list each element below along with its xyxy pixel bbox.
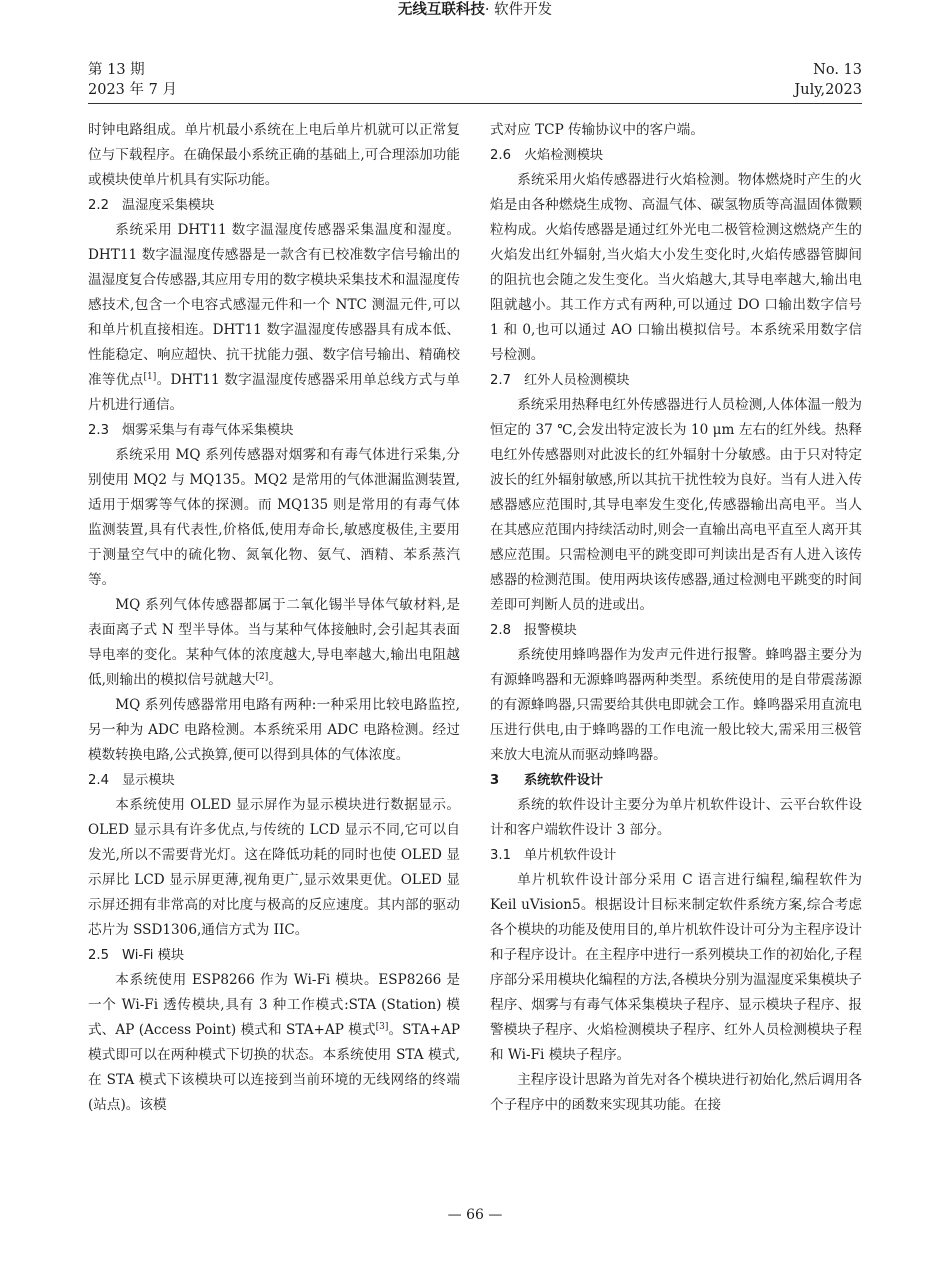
paragraph-text: 主程序设计思路为首先对各个模块进行初始化,然后调用各个子程序中的函数来实现其功能。在接 (490, 1072, 862, 1113)
paragraph-text: 。STA+AP 模式即可以在两种模式下切换的状态。本系统使用 STA 模式,在 STA 模式下该模块可以连接到当前环境的无线网络的终端(站点)。该模 (88, 1022, 460, 1113)
paragraph-text: 系统采用 MQ 系列传感器对烟雾和有毒气体进行采集,分别使用 MQ2 与 MQ135。MQ2 是常用的气体泄漏监测装置,适用于烟雾等气体的探测。而 MQ135 则是常用的有毒气体监测装置,具有代表性,价格低,使用寿命长,敏感度极佳,主要用于测量空气中的硫化物、氮氧化物、氨气、酒精、苯系蒸汽等。 (88, 447, 460, 588)
section-heading (490, 143, 862, 168)
paragraph (88, 593, 460, 693)
paragraph-text: 。DHT11 数字温湿度传感器采用单总线方式与单片机进行通信。 (88, 372, 460, 413)
paragraph-text: 。 (268, 672, 282, 688)
section-heading (88, 768, 460, 793)
paragraph-text: 时钟电路组成。单片机最小系统在上电后单片机就可以正常复位与下载程序。在确保最小系统正确的基础上,可合理添加功能或模块使单片机具有实际功能。 (88, 122, 460, 188)
section-number: 3 (490, 773, 500, 788)
section-heading (88, 943, 460, 968)
paragraph-text: 单片机软件设计部分采用 C 语言进行编程,编程软件为 Keil uVision5。根据设计目标来制定软件系统方案,综合考虑各个模块的功能及使用目的,单片机软件设计可分为主程序设计和子程序设计。在主程序中进行一系列模块工作的初始化,子程序部分采用模块化编程的方法,各模块分别为温湿度采集模块子程序、烟雾与有毒气体采集模块子程序、显示模块子程序、报警模块子程序、火焰检测模块子程序、红外人员检测模块子程和 Wi-Fi 模块子程序。 (490, 872, 862, 1063)
paragraph (88, 693, 460, 768)
section-number: 2.7 (490, 373, 511, 388)
paragraph (88, 443, 460, 593)
paragraph (490, 868, 862, 1068)
section-title: 温湿度采集模块 (122, 198, 215, 213)
paragraph (490, 118, 862, 143)
paragraph (490, 168, 862, 368)
issue-date-en: July,2023 (794, 82, 862, 98)
paragraph (88, 218, 460, 418)
section-number: 2.8 (490, 623, 511, 638)
journal-section: · 软件开发 (484, 2, 553, 18)
header-right (794, 60, 862, 100)
journal-header (0, 0, 950, 20)
section-number: 2.5 (88, 948, 109, 963)
section-title: 系统软件设计 (524, 773, 604, 788)
paragraph (88, 118, 460, 193)
section-title: 报警模块 (524, 623, 577, 638)
section-number: 2.2 (88, 198, 109, 213)
issue-number-cn: 第 13 期 (88, 62, 145, 78)
paragraph (490, 1068, 862, 1118)
section-number: 2.4 (88, 773, 109, 788)
paragraph-text: 本系统使用 ESP8266 作为 Wi-Fi 模块。ESP8266 是一个 Wi-Fi 透传模块,具有 3 种工作模式:STA (Station) 模式、AP (Access Point) 模式和 STA+AP 模式 (88, 972, 460, 1038)
header-left (88, 60, 177, 100)
paragraph-text: 系统的软件设计主要分为单片机软件设计、云平台软件设计和客户端软件设计 3 部分。 (490, 797, 862, 838)
section-heading (490, 768, 862, 793)
right-column (490, 118, 862, 1118)
paragraph (490, 793, 862, 843)
section-heading (88, 418, 460, 443)
section-heading (490, 843, 862, 868)
paragraph (490, 643, 862, 768)
issue-number-en: No. 13 (813, 62, 862, 78)
paragraph-text: MQ 系列传感器常用电路有两种:一种采用比较电路监控,另一种为 ADC 电路检测。本系统采用 ADC 电路检测。经过模数转换电路,公式换算,便可以得到具体的气体浓度。 (88, 697, 460, 763)
paragraph (88, 793, 460, 943)
section-title: 烟雾采集与有毒气体采集模块 (122, 423, 294, 438)
section-number: 3.1 (490, 848, 511, 863)
citation: [1] (143, 372, 157, 382)
section-heading (490, 368, 862, 393)
section-heading (88, 193, 460, 218)
section-title: 红外人员检测模块 (524, 373, 630, 388)
paragraph (88, 968, 460, 1118)
header-divider (88, 103, 862, 104)
section-heading (490, 618, 862, 643)
paragraph-text: 系统使用蜂鸣器作为发声元件进行报警。蜂鸣器主要分为有源蜂鸣器和无源蜂鸣器两种类型。系统使用的是自带震荡源的有源蜂鸣器,只需要给其供电即就会工作。蜂鸣器采用直流电压进行供电,由于蜂鸣器的工作电流一般比较大,需采用三极管来放大电流从而驱动蜂鸣器。 (490, 647, 862, 763)
issue-date-cn: 2023 年 7 月 (88, 82, 177, 98)
paragraph-text: 本系统使用 OLED 显示屏作为显示模块进行数据显示。OLED 显示具有许多优点,与传统的 LCD 显示不同,它可以自发光,所以不需要背光灯。这在降低功耗的同时也使 OLED 显示屏比 LCD 显示屏更薄,视角更广,显示效果更优。OLED 显示屏还拥有非常高的对比度与极高的反应速度。其内部的驱动芯片为 SSD1306,通信方式为 IIC。 (88, 797, 460, 938)
section-title: 单片机软件设计 (524, 848, 617, 863)
paragraph-text: 式对应 TCP 传输协议中的客户端。 (490, 122, 704, 138)
section-title: 显示模块 (122, 773, 175, 788)
paragraph-text: 系统采用热释电红外传感器进行人员检测,人体体温一般为恒定的 37 ℃,会发出特定波长为 10 μm 左右的红外线。热释电红外传感器则对此波长的红外辐射十分敏感。由于只对特定波长的红外辐射敏感,所以其抗干扰性较为良好。当有人进入传感器感应范围时,其导电率发生变化,传感器输出高电平。当人在其感应范围内持续活动时,则会一直输出高电平直至人离开其感应范围。只需检测电平的跳变即可判读出是否有人进入该传感器的检测范围。使用两块该传感器,通过检测电平跳变的时间差即可判断人员的进或出。 (490, 397, 862, 613)
paragraph-text: 系统采用 DHT11 数字温湿度传感器采集温度和湿度。DHT11 数字温湿度传感器是一款含有已校准数字信号输出的温湿度复合传感器,其应用专用的数字模块采集技术和温湿度传感技术,包含一个电容式感湿元件和一个 NTC 测温元件,可以和单片机直接相连。DHT11 数字温湿度传感器具有成本低、性能稳定、响应超快、抗干扰能力强、数字信号输出、精确校准等优点 (88, 222, 460, 388)
left-column (88, 118, 460, 1118)
section-title: Wi-Fi 模块 (122, 948, 185, 963)
section-title: 火焰检测模块 (524, 148, 604, 163)
paragraph-text: MQ 系列气体传感器都属于二氧化锡半导体气敏材料,是表面离子式 N 型半导体。当与某种气体接触时,会引起其表面导电率的变化。某种气体的浓度越大,导电率越大,输出电阻越低,则输出的模拟信号就越大 (88, 597, 460, 688)
citation: [3] (375, 1022, 389, 1032)
page-number: — 66 — (447, 1207, 503, 1223)
section-number: 2.3 (88, 423, 109, 438)
section-number: 2.6 (490, 148, 511, 163)
journal-title: 无线互联科技 (397, 2, 485, 18)
paragraph-text: 系统采用火焰传感器进行火焰检测。物体燃烧时产生的火焰是由各种燃烧生成物、高温气体、碳氢物质等高温固体微颗粒构成。火焰传感器是通过红外光电二极管检测这燃烧产生的火焰发出红外辐射,当火焰大小发生变化时,火焰传感器管脚间的阻抗也会随之发生变化。当火焰越大,其导电率越大,输出电阻就越小。其工作方式有两种,可以通过 DO 口输出数字信号 1 和 0,也可以通过 AO 口输出模拟信号。本系统采用数字信号检测。 (490, 172, 862, 363)
paragraph (490, 393, 862, 618)
citation: [2] (255, 672, 269, 682)
